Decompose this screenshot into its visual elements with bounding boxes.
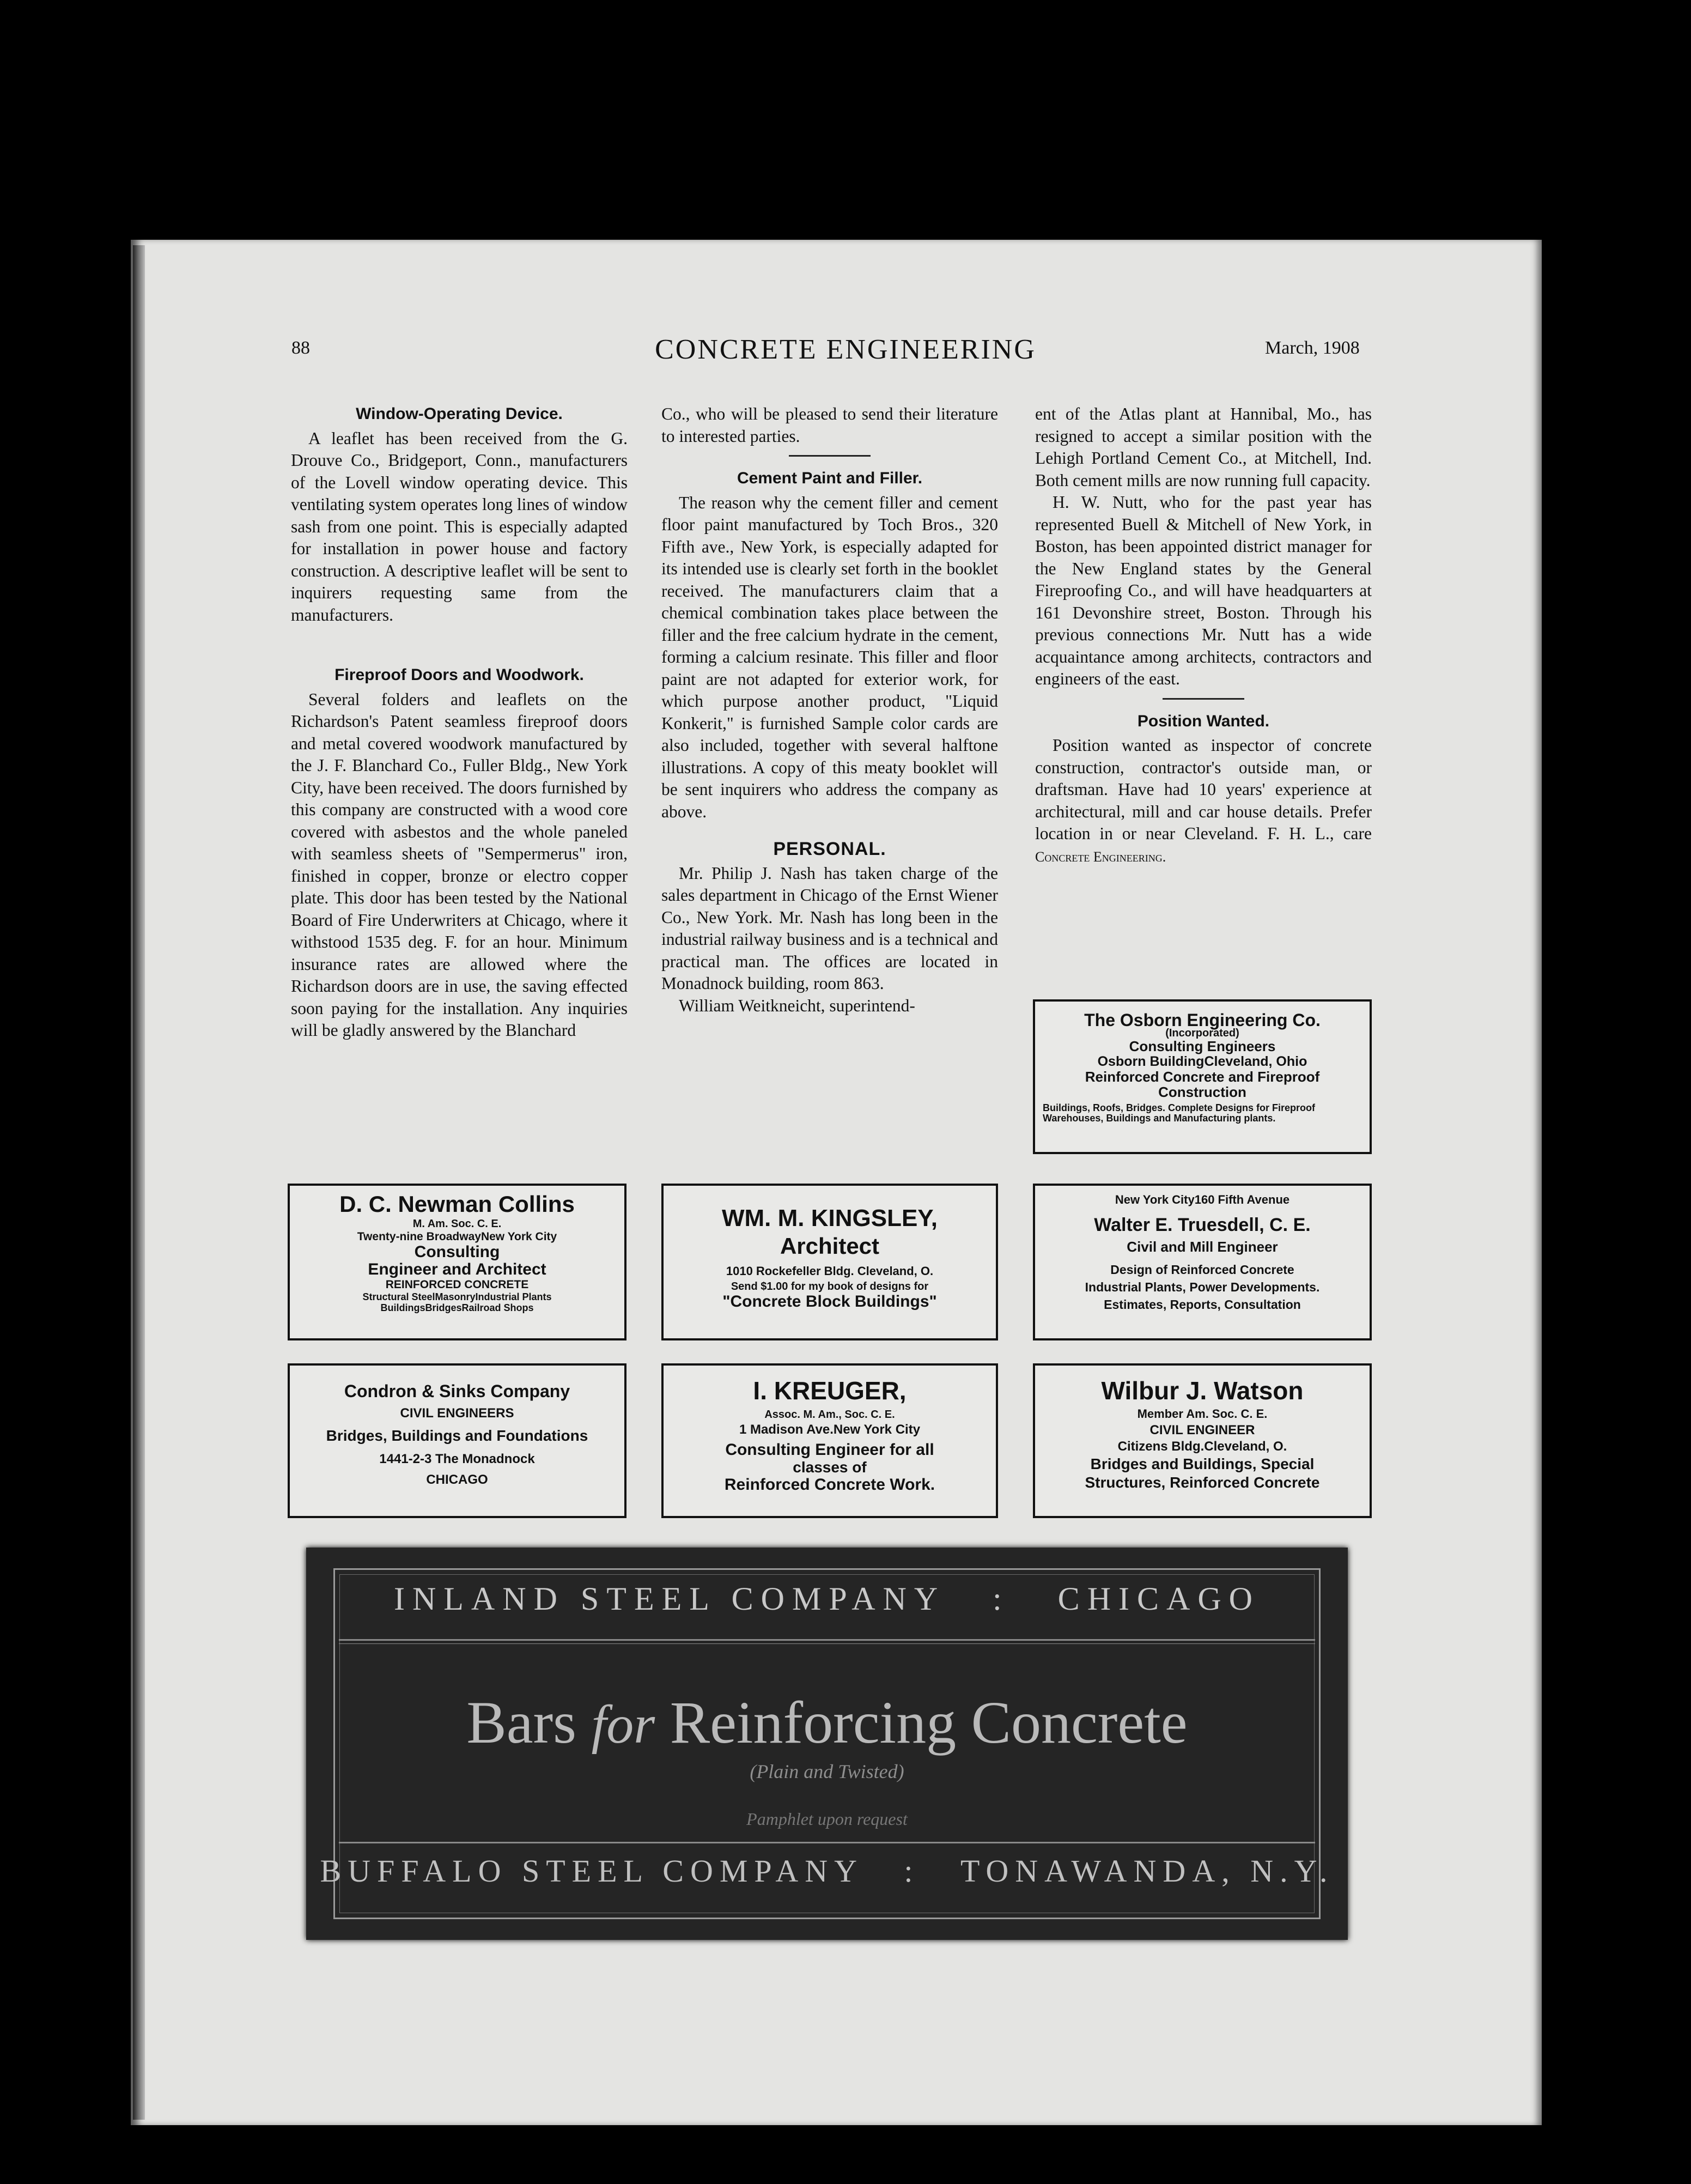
column-3 — [1035, 403, 1372, 868]
issue-date: March, 1908 — [1265, 338, 1360, 358]
card-role: Consulting — [414, 1243, 500, 1261]
card-firm-name: WM. M. KINGSLEY, — [722, 1205, 938, 1231]
ad-rule — [339, 1643, 1315, 1644]
ad-chicago: CHICAGO — [1057, 1581, 1261, 1617]
collins-card — [288, 1184, 626, 1340]
page-spine-shadow — [133, 245, 145, 2120]
kingsley-card — [661, 1184, 998, 1340]
ad-buffalo-steel: BUFFALO STEEL COMPANY — [320, 1853, 862, 1889]
card-role: CIVIL ENGINEERS — [400, 1406, 514, 1421]
ad-separator: : — [993, 1581, 1009, 1617]
ad-separator: : — [904, 1853, 920, 1889]
cement-paint-text: The reason why the cement filler and cement floor paint manufactured by Toch Bros., 320 Fifth ave., New York, is especially adapted for its intended use is clearly set forth in the booklet received. The manufacturers claim that a chemical combination takes place between the filler and the free calcium hydrate in the cement, forming a calcium resinate. This filler and floor paint are not adapted for exterior work, for which purpose another product, "Liquid Konkerit," is furnished Sample color cards are also included, together with several halftone illustrations. A copy of this meaty booklet will be sent inquirers who address the company as above. — [661, 493, 998, 821]
condron-card — [288, 1363, 626, 1518]
column-1 — [291, 403, 628, 1042]
personal-text-continued: William Weitkneicht, superintend- — [679, 996, 915, 1015]
fireproof-doors-text: Several folders and leaflets on the Richardson's Patent seamless fireproof doors and metal covered woodwork manufactured by the J. F. Blanchard Co., Fuller Bldg., New York City, have been received. The doors furnished by this company are constructed with a wood core covered with asbestos and the whole paneled with seamless sheets of "Sempermerus" iron, finished in copper, bronze or electro copper plate. This door has been tested by the National Board of Fire Underwriters at Chicago, where it withstood 1535 deg. F. for an hour. Minimum insurance rates are allowed where the Richardson doors are in use, the saving effected soon paying for the installation. Any inquiries will be gladly answered by the Blanchard — [291, 689, 628, 1040]
card-firm-name: Wilbur J. Watson — [1101, 1376, 1304, 1405]
card-firm-name: The Osborn Engineering Co. — [1084, 1010, 1321, 1030]
card-address: 1010 Rockefeller Bldg. Cleveland, O. — [726, 1264, 934, 1278]
nutt-text: H. W. Nutt, who for the past year has represented Buell & Mitchell of New York, in Boston, has been appointed district manager for the New England states by the General Fireproofing Co., and will have headquarters at 161 Devonshire street, Boston. Through his previous connections Mr. Nutt has a wide acquaintance among architects, contractors and engineers of the east. — [1035, 493, 1372, 688]
card-line: Industrial Plants, Power Developments. — [1085, 1280, 1320, 1294]
card-line: Estimates, Reports, Consultation — [1104, 1297, 1301, 1312]
card-role: Architect — [780, 1233, 880, 1259]
doors-continuation: Co., who will be pleased to send their literature to interested parties. — [661, 404, 998, 446]
card-line: Reinforced Concrete Work. — [724, 1476, 935, 1494]
position-wanted-heading: Position Wanted. — [1137, 712, 1270, 730]
card-role: Consulting Engineers — [1129, 1038, 1276, 1054]
card-specialty-2: Construction — [1158, 1084, 1246, 1100]
card-line: Design of Reinforced Concrete — [1110, 1263, 1294, 1277]
card-society: Assoc. M. Am., Soc. C. E. — [764, 1409, 895, 1421]
weitkneicht-continuation: ent of the Atlas plant at Hannibal, Mo., has resigned to accept a similar position with the Lehigh Portland Cement Co., at Mitchell, Ind. Both cement mills are now running full capacity. — [1035, 404, 1372, 490]
cement-paint-heading: Cement Paint and Filler. — [737, 469, 923, 487]
card-firm-name: D. C. Newman Collins — [339, 1191, 575, 1217]
card-city: New York City — [480, 1230, 557, 1243]
personal-heading: PERSONAL. — [773, 839, 886, 859]
card-book-title: "Concrete Block Buildings" — [722, 1293, 937, 1311]
divider-rule — [789, 455, 871, 457]
watson-card — [1033, 1363, 1372, 1518]
ad-tonawanda: TONAWANDA, N.Y. — [960, 1853, 1334, 1889]
ad-headline — [306, 1688, 1348, 1757]
journal-title: CONCRETE ENGINEERING — [655, 334, 1036, 365]
card-city: New York City — [1115, 1193, 1195, 1206]
ad-headline-bars: Bars — [466, 1689, 576, 1756]
ad-rule — [339, 1639, 1315, 1641]
ad-headline-product: Reinforcing Concrete — [670, 1689, 1188, 1756]
card-offer: Send $1.00 for my book of designs for — [731, 1281, 929, 1293]
card-item: Structural Steel — [362, 1291, 435, 1302]
card-address: Twenty-nine Broadway — [357, 1230, 481, 1243]
card-item: Buildings — [380, 1302, 425, 1313]
window-device-text: A leaflet has been received from the G. Drouve Co., Bridgeport, Conn., manufacturers of the Lovell window operating device. This ventilating system operates long lines of window sash from one point. This is especially adapted for installation in power house and factory construction. A descriptive leaflet will be sent to inquirers requesting same from the manufacturers. — [291, 428, 628, 624]
card-city: New York City — [833, 1422, 921, 1437]
position-care-of: Concrete Engineering. — [1035, 848, 1166, 865]
card-role: CIVIL ENGINEER — [1149, 1423, 1255, 1437]
ad-bottom-line — [306, 1853, 1348, 1889]
card-city: CHICAGO — [426, 1472, 488, 1487]
card-firm-name: Condron & Sinks Company — [344, 1381, 570, 1401]
ad-rule — [339, 1842, 1315, 1843]
card-specialty: REINFORCED CONCRETE — [385, 1278, 529, 1291]
card-specialty: Reinforced Concrete and Fireproof — [1085, 1069, 1320, 1085]
card-address: Osborn Building — [1097, 1054, 1205, 1069]
divider-rule — [1163, 698, 1244, 700]
card-incorporated: (Incorporated) — [1165, 1027, 1239, 1039]
fireproof-doors-heading: Fireproof Doors and Woodwork. — [334, 666, 584, 684]
kreuger-card — [661, 1363, 998, 1518]
card-item: Masonry — [435, 1291, 476, 1302]
card-item: Industrial Plants — [475, 1291, 552, 1302]
card-address: 1 Madison Ave. — [739, 1422, 834, 1437]
ad-subtitle: (Plain and Twisted) — [750, 1761, 904, 1782]
card-society: Member Am. Soc. C. E. — [1137, 1407, 1268, 1421]
truesdell-card — [1033, 1184, 1372, 1340]
card-role: Civil and Mill Engineer — [1127, 1239, 1278, 1255]
card-line: classes of — [793, 1459, 867, 1476]
card-line: Consulting Engineer for all — [725, 1441, 934, 1459]
card-line: Structures, Reinforced Concrete — [1085, 1474, 1320, 1491]
card-line: Bridges and Buildings, Special — [1090, 1455, 1315, 1472]
personal-text: Mr. Philip J. Nash has taken charge of the sales department in Chicago of the Ernst Wiener Co., New York. Mr. Nash has long been in the industrial railway business and is a technical and practical man. The offices are located in Monadnock building, room 863. — [661, 863, 998, 993]
column-2 — [661, 403, 998, 1017]
card-address: 1441-2-3 The Monadnock — [379, 1452, 535, 1466]
window-device-heading: Window-Operating Device. — [356, 405, 563, 423]
ad-pamphlet-note: Pamphlet upon request — [746, 1809, 908, 1829]
card-detail: Buildings, Roofs, Bridges. Complete Designs for Fireproof Warehouses, Buildings and Manufacturing plants. — [1043, 1102, 1316, 1124]
osborn-engineering-card — [1033, 999, 1372, 1154]
steel-advertisement — [306, 1548, 1348, 1940]
ad-headline-for: for — [591, 1694, 655, 1755]
card-city: Cleveland, Ohio — [1204, 1054, 1307, 1069]
card-society: M. Am. Soc. C. E. — [412, 1218, 502, 1230]
card-address: Citizens Bldg. — [1117, 1439, 1205, 1454]
page-number: 88 — [291, 338, 310, 358]
card-firm-name: Walter E. Truesdell, C. E. — [1094, 1215, 1311, 1235]
position-wanted-text: Position wanted as inspector of concrete construction, contractor's outside man, or draftsman. Have had 10 years' experience at architectural, mill and car house details. Prefer location in or near Cleveland. F. H. L., care Concrete Engineering. — [1035, 736, 1372, 865]
ad-top-line — [306, 1580, 1348, 1618]
card-address: 160 Fifth Avenue — [1194, 1193, 1290, 1206]
ad-inland-steel: INLAND STEEL COMPANY — [393, 1581, 944, 1617]
card-city: Cleveland, O. — [1204, 1439, 1287, 1454]
card-item: Railroad Shops — [461, 1302, 534, 1313]
card-firm-name: I. KREUGER, — [753, 1376, 907, 1405]
card-role-2: Engineer and Architect — [368, 1260, 546, 1278]
card-specialty: Bridges, Buildings and Foundations — [326, 1427, 588, 1444]
card-item: Bridges — [425, 1302, 462, 1313]
